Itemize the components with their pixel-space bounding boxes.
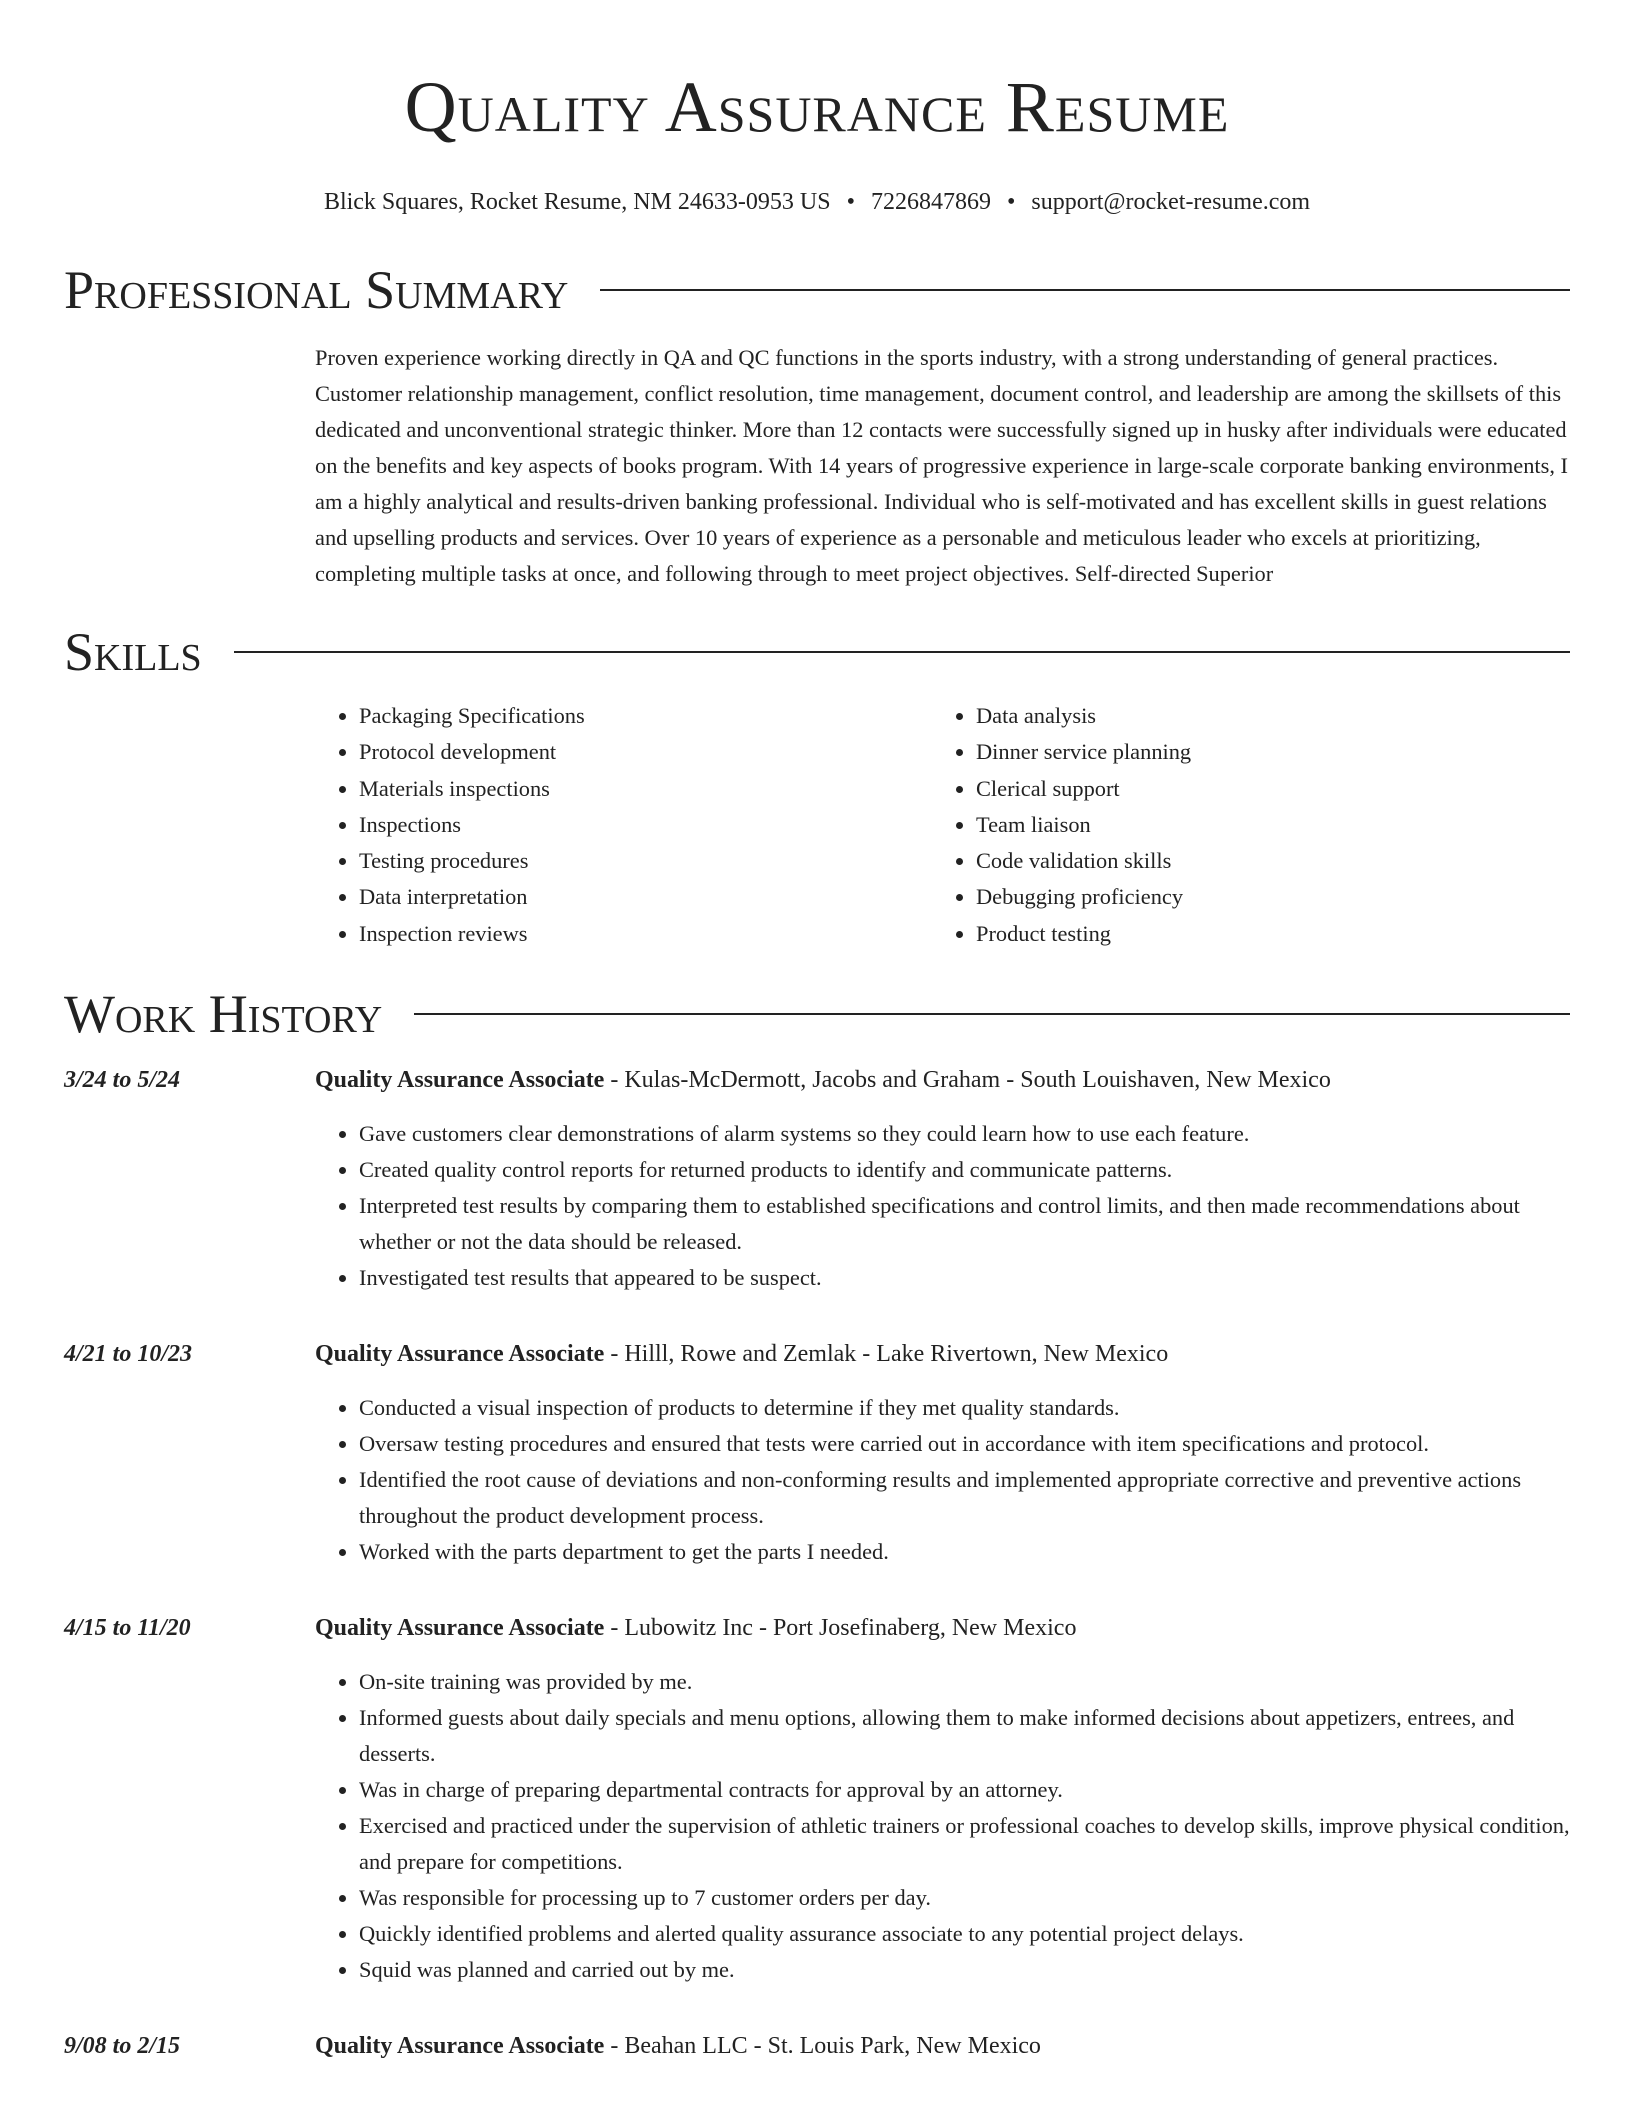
summary-heading: Professional Summary — [64, 260, 569, 320]
job-bullet-item: • Investigated test results that appeared to be suspect. — [359, 1260, 1570, 1296]
job-bullets — [315, 1664, 1570, 1988]
job-dates: 3/24 to 5/24 — [64, 1067, 181, 1094]
skill-item: • Inspection reviews — [359, 916, 932, 952]
job-dates: 4/21 to 10/23 — [64, 1341, 193, 1368]
skill-item: • Dinner service planning — [976, 734, 1549, 770]
job-title: Quality Assurance Associate — [315, 1067, 605, 1094]
job-bullets — [315, 1116, 1570, 1296]
job-bullet-item: • Worked with the parts department to get the parts I needed. — [359, 1534, 1570, 1570]
job-title: Quality Assurance Associate — [315, 2033, 605, 2060]
job-entry — [64, 1062, 1570, 1296]
section-divider — [234, 651, 1570, 653]
job-bullet-item: • Identified the root cause of deviations and non-conforming results and implemented appropriate corrective and preventive actions throughout the product development process. — [359, 1462, 1570, 1534]
resume-page — [64, 0, 1570, 2064]
contact-separator: • — [846, 189, 855, 215]
summary-text: Proven experience working directly in QA and QC functions in the sports industry, with a strong understanding of general practices. Customer relationship management, conflict resolution, time management, document control, and leadership are among the skillsets of this dedicated and unconventional strategic thinker. More than 12 contacts were successfully signed up in husky after individuals were educated on the benefits and key aspects of books program. With 14 years of progressive experience in large-scale corporate banking environments, I am a highly analytical and results-driven banking professional. Individual who is self-motivated and has excellent skills in guest relations and upselling products and services. Over 10 years of experience as a personable and meticulous leader who excels at prioritizing, completing multiple tasks at once, and following through to meet project objectives. Self-directed Superior — [315, 345, 1568, 586]
job-bullet-item: • Was in charge of preparing departmental contracts for approval by an attorney. — [359, 1772, 1570, 1808]
job-company: - Kulas-McDermott, Jacobs and Graham - South Louishaven, New Mexico — [604, 1067, 1331, 1094]
skill-item: • Code validation skills — [976, 843, 1549, 879]
skill-item: • Product testing — [976, 916, 1549, 952]
contact-address: Blick Squares, Rocket Resume, NM 24633-0953 US — [323, 189, 831, 215]
work-history-list — [64, 1062, 1570, 2064]
skill-item: • Clerical support — [976, 771, 1549, 807]
job-dates: 4/15 to 11/20 — [64, 1615, 191, 1642]
summary-section-header — [64, 258, 1570, 322]
job-entry — [64, 1610, 1570, 1988]
skills-list — [315, 698, 1570, 952]
job-entry — [64, 1336, 1570, 1570]
skill-item: • Data interpretation — [359, 879, 932, 915]
job-bullet-item: • Squid was planned and carried out by me. — [359, 1952, 1570, 1988]
skill-item: • Debugging proficiency — [976, 879, 1549, 915]
resume-name: Quality Assurance Resume — [404, 67, 1230, 147]
skill-item: • Packaging Specifications — [359, 698, 932, 734]
job-bullet-item: • On-site training was provided by me. — [359, 1664, 1570, 1700]
work-heading: Work History — [64, 984, 383, 1045]
skills-heading: Skills — [64, 622, 202, 682]
job-bullets — [315, 1390, 1570, 1570]
skill-item: • Protocol development — [359, 734, 932, 770]
skills-column-left — [315, 698, 932, 952]
skill-item: • Materials inspections — [359, 771, 932, 807]
job-title: Quality Assurance Associate — [315, 1341, 605, 1368]
job-heading — [315, 2028, 1041, 2064]
section-divider — [414, 1013, 1570, 1015]
job-dates: 9/08 to 2/15 — [64, 2033, 181, 2060]
job-entry — [64, 2028, 1570, 2064]
job-bullet-item: • Quickly identified problems and alerted quality assurance associate to any potential project delays. — [359, 1916, 1570, 1952]
job-company: - Hilll, Rowe and Zemlak - Lake Rivertown, New Mexico — [604, 1341, 1169, 1368]
job-bullet-item: • Informed guests about daily specials and menu options, allowing them to make informed decisions about appetizers, entrees, and desserts. — [359, 1700, 1570, 1772]
job-heading — [315, 1610, 1076, 1646]
skills-column-right — [932, 698, 1549, 952]
job-bullet-item: • Gave customers clear demonstrations of alarm systems so they could learn how to use each feature. — [359, 1116, 1570, 1152]
skill-item: • Testing procedures — [359, 843, 932, 879]
skills-section-header — [64, 620, 1570, 684]
job-bullet-item: • Created quality control reports for returned products to identify and communicate patterns. — [359, 1152, 1570, 1188]
job-company: - Beahan LLC - St. Louis Park, New Mexico — [604, 2033, 1041, 2060]
job-company: - Lubowitz Inc - Port Josefinaberg, New Mexico — [604, 1615, 1077, 1642]
job-heading — [315, 1336, 1168, 1372]
job-heading — [315, 1062, 1331, 1098]
skill-item: • Data analysis — [976, 698, 1549, 734]
contact-line — [64, 186, 1570, 218]
work-section-header — [64, 982, 1570, 1046]
section-divider — [600, 289, 1570, 291]
job-title: Quality Assurance Associate — [315, 1615, 605, 1642]
contact-separator: • — [1006, 189, 1016, 215]
job-bullet-item: • Conducted a visual inspection of products to determine if they met quality standards. — [359, 1390, 1570, 1426]
skill-item: • Inspections — [359, 807, 932, 843]
job-bullet-item: • Oversaw testing procedures and ensured that tests were carried out in accordance with item specifications and protocol. — [359, 1426, 1570, 1462]
job-bullet-item: • Was responsible for processing up to 7 customer orders per day. — [359, 1880, 1570, 1916]
job-bullet-item: • Exercised and practiced under the supervision of athletic trainers or professional coaches to develop skills, improve physical condition, and prepare for competitions. — [359, 1808, 1570, 1880]
contact-email[interactable]: support@rocket-resume.com — [1031, 189, 1311, 215]
skill-item: • Team liaison — [976, 807, 1549, 843]
contact-phone: 7226847869 — [870, 189, 991, 215]
job-bullet-item: • Interpreted test results by comparing them to established specifications and control limits, and then made recommendations about whether or not the data should be released. — [359, 1188, 1570, 1260]
